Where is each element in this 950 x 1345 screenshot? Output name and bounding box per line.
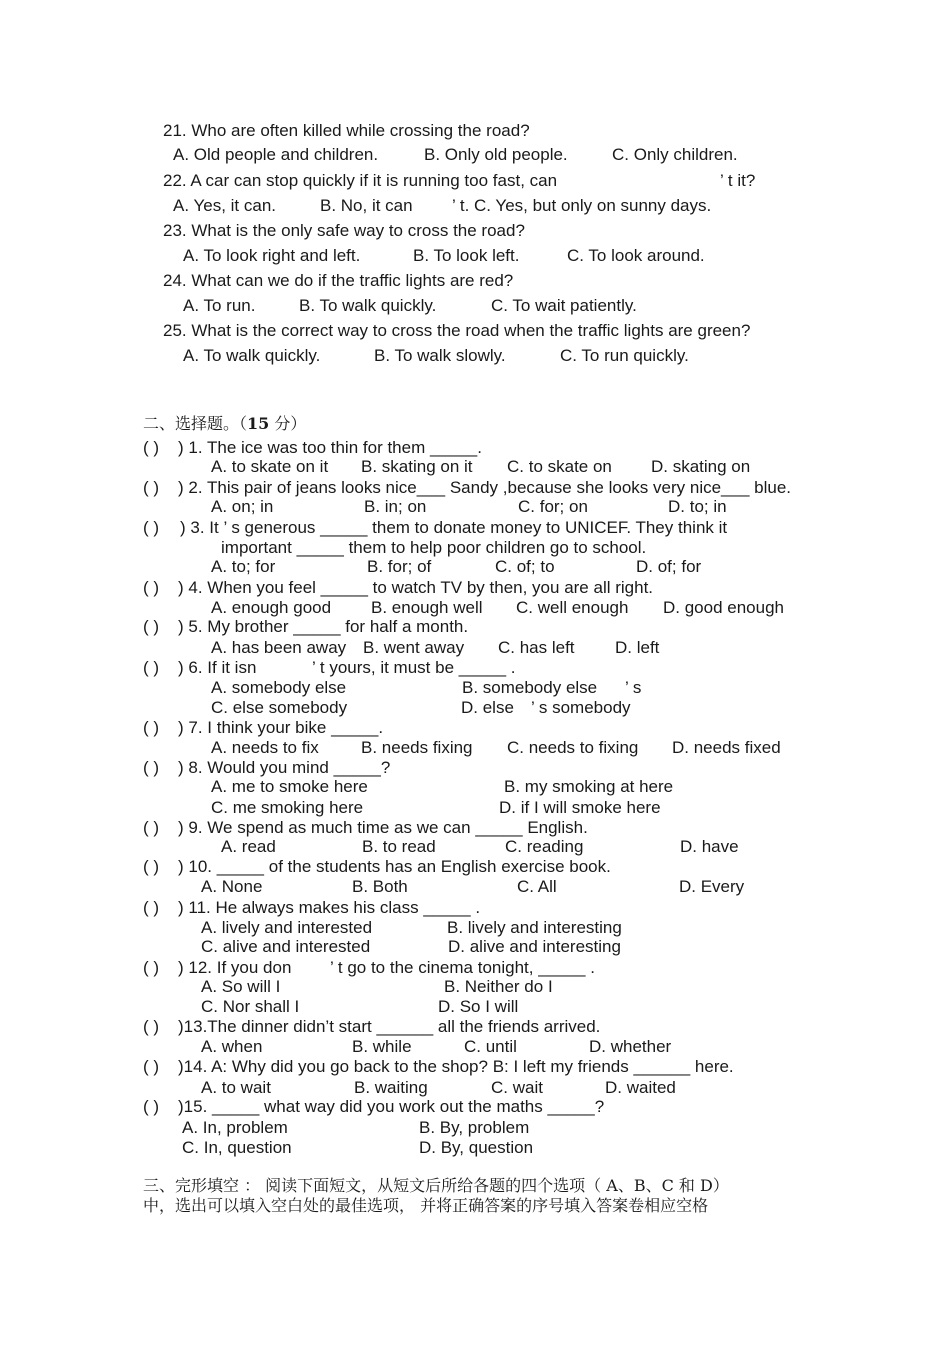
option: B. enough well <box>371 598 483 617</box>
option: C. of; to <box>495 557 555 576</box>
option: C. Only children. <box>612 145 738 164</box>
section-3-instructions: 三、完形填空 ： 阅读下面短文，从短文后所给各题的四个选项（ A、B、C 和 D） <box>143 1176 729 1195</box>
mc-2-stem: ) 2. This pair of jeans looks nice___ Sandy ,because she looks very nice___ blue. <box>178 478 791 497</box>
option: A. to skate on it <box>211 457 329 476</box>
option: D. So I will <box>438 997 519 1016</box>
option: A. Old people and children. <box>173 145 379 164</box>
option: B. waiting <box>354 1078 428 1097</box>
option: D. Every <box>679 877 745 896</box>
mc-8-stem: ) 8. Would you mind _____? <box>178 758 391 777</box>
option: D. waited <box>605 1078 676 1097</box>
option: A. when <box>201 1037 263 1056</box>
option: A. To walk quickly. <box>183 346 321 365</box>
option: B. To walk slowly. <box>374 346 506 365</box>
mc-7-stem: ) 7. I think your bike _____. <box>178 718 384 737</box>
option: A. needs to fix <box>211 738 319 757</box>
answer-blank: ( ) <box>143 1057 160 1076</box>
mc-3-stem: ) 3. It ’ s generous _____ them to donate money to UNICEF. They think it <box>180 518 728 537</box>
option: B. lively and interesting <box>447 918 622 937</box>
option: D. have <box>680 837 739 856</box>
answer-blank: ( ) <box>143 578 160 597</box>
mc-9-stem: ) 9. We spend as much time as we can _____ English. <box>178 818 588 837</box>
option: D. good enough <box>663 598 784 617</box>
answer-blank: ( ) <box>143 617 160 636</box>
option: D. whether <box>589 1037 672 1056</box>
option: B. No, it can <box>320 196 413 215</box>
mc-13-stem: )13.The dinner didn’t start ______ all the friends arrived. <box>178 1017 601 1036</box>
option: A. In, problem <box>182 1118 288 1137</box>
option: B. in; on <box>364 497 427 516</box>
option: C. In, question <box>182 1138 292 1157</box>
question-21: 21. Who are often killed while crossing the road? <box>163 121 530 140</box>
option: C. To look around. <box>567 246 705 265</box>
answer-blank: ( ) <box>143 1097 160 1116</box>
option: D. if I will smoke here <box>499 798 661 817</box>
option: B. needs fixing <box>361 738 473 757</box>
option: B. somebody else <box>462 678 598 697</box>
answer-blank: ( ) <box>143 478 160 497</box>
answer-blank: ( ) <box>143 857 160 876</box>
option: C. To run quickly. <box>560 346 689 365</box>
mc-4-stem: ) 4. When you feel _____ to watch TV by then, you are all right. <box>178 578 654 597</box>
option: C. Yes, but only on sunny days. <box>474 196 712 215</box>
option: D. alive and interesting <box>448 937 621 956</box>
question-22-tail: ’ t it? <box>720 171 756 190</box>
option: A. on; in <box>211 497 274 516</box>
option: C. for; on <box>518 497 588 516</box>
mc-15-stem: )15. _____ what way did you work out the maths _____? <box>178 1097 605 1116</box>
answer-blank: ( ) <box>143 958 160 977</box>
answer-blank: ( ) <box>143 518 160 537</box>
mc-5-stem: ) 5. My brother _____ for half a month. <box>178 617 469 636</box>
answer-blank: ( ) <box>143 658 160 677</box>
answer-blank: ( ) <box>143 898 160 917</box>
option: B. for; of <box>367 557 432 576</box>
question-22: 22. A car can stop quickly if it is running too fast, can <box>163 171 558 190</box>
section-2-title: 二、选择题。（15 分） <box>143 414 307 433</box>
mc-12-stem: ) 12. If you don <box>178 958 292 977</box>
option: B. went away <box>363 638 465 657</box>
answer-blank: ( ) <box>143 758 160 777</box>
option: A. to wait <box>201 1078 271 1097</box>
answer-blank: ( ) <box>143 718 160 737</box>
option: B. Both <box>352 877 408 896</box>
question-25: 25. What is the correct way to cross the road when the traffic lights are green? <box>163 321 751 340</box>
mc-11-stem: ) 11. He always makes his class _____ . <box>178 898 481 917</box>
mc-6-stem: ) 6. If it isn <box>178 658 257 677</box>
option: B. Only old people. <box>424 145 568 164</box>
option: C. until <box>464 1037 517 1056</box>
option: A. enough good <box>211 598 332 617</box>
option: A. So will I <box>201 977 281 996</box>
option: C. Nor shall I <box>201 997 300 1016</box>
option: A. read <box>221 837 276 856</box>
option: C. needs to fixing <box>507 738 639 757</box>
mc-14-stem: )14. A: Why did you go back to the shop? B: I left my friends ______ here. <box>178 1057 734 1076</box>
option: A. to; for <box>211 557 276 576</box>
option: A. somebody else <box>211 678 347 697</box>
option: C. To wait patiently. <box>491 296 637 315</box>
option-tail: ’ s somebody <box>531 698 631 717</box>
option: C. well enough <box>516 598 629 617</box>
question-23: 23. What is the only safe way to cross the road? <box>163 221 525 240</box>
mc-3-stem-cont: important _____ them to help poor children go to school. <box>221 538 647 557</box>
mc-6-stem-tail: ’ t yours, it must be _____ . <box>312 658 516 677</box>
answer-blank: ( ) <box>143 818 160 837</box>
option: A. has been away <box>211 638 347 657</box>
option: A. Yes, it can. <box>173 196 277 215</box>
option: C. alive and interested <box>201 937 371 956</box>
option: B. to read <box>362 837 436 856</box>
option: D. of; for <box>636 557 702 576</box>
option: C. reading <box>505 837 584 856</box>
option: C. to skate on <box>507 457 612 476</box>
option: D. By, question <box>419 1138 534 1157</box>
option: B. Neither do I <box>444 977 553 996</box>
mc-12-stem-tail: ’ t go to the cinema tonight, _____ . <box>330 958 595 977</box>
mc-1-stem: ) 1. The ice was too thin for them _____. <box>178 438 482 457</box>
question-24: 24. What can we do if the traffic lights are red? <box>163 271 514 290</box>
option: A. To run. <box>183 296 256 315</box>
option: D. skating on <box>651 457 751 476</box>
mc-10-stem: ) 10. _____ of the students has an English exercise book. <box>178 857 611 876</box>
option: C. me smoking here <box>211 798 364 817</box>
answer-blank: ( ) <box>143 1017 160 1036</box>
option: B. To look left. <box>413 246 520 265</box>
option: A. me to smoke here <box>211 777 368 796</box>
option-tail: ’ s <box>625 678 642 697</box>
option: D. to; in <box>668 497 727 516</box>
option: A. To look right and left. <box>183 246 361 265</box>
option: B. my smoking at here <box>504 777 674 796</box>
option: C. wait <box>491 1078 543 1097</box>
option: B. To walk quickly. <box>299 296 437 315</box>
option: D. else <box>461 698 514 717</box>
option: C. All <box>517 877 557 896</box>
option: A. lively and interested <box>201 918 373 937</box>
option: B. skating on it <box>361 457 473 476</box>
option: C. has left <box>498 638 575 657</box>
option: B. By, problem <box>419 1118 530 1137</box>
option-tail: ’ t. <box>452 196 470 215</box>
option: B. while <box>352 1037 412 1056</box>
option: D. left <box>615 638 660 657</box>
section-3-instructions-cont: 中，选出可以填入空白处的最佳选项， 并将正确答案的序号填入答案卷相应空格 <box>143 1196 709 1215</box>
option: D. needs fixed <box>672 738 781 757</box>
option: C. else somebody <box>211 698 348 717</box>
option: A. None <box>201 877 263 896</box>
answer-blank: ( ) <box>143 438 160 457</box>
